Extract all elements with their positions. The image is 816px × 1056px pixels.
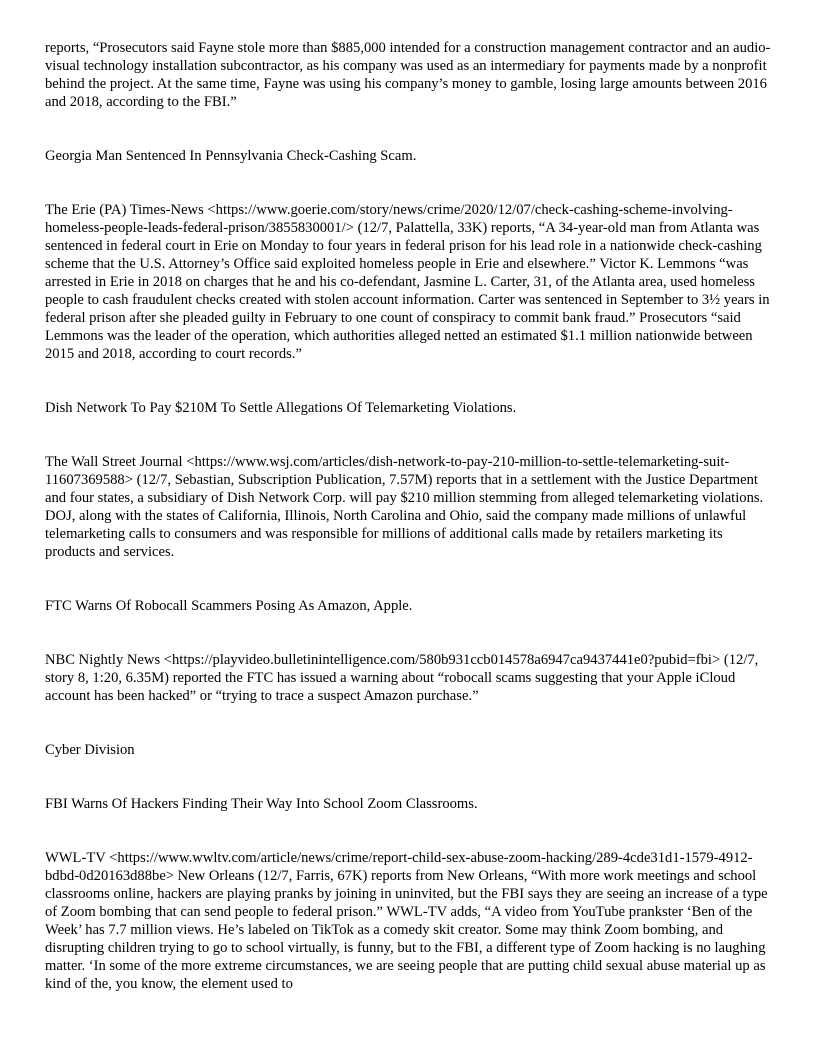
headline-dish-network: Dish Network To Pay $210M To Settle Allegations Of Telemarketing Violations. bbox=[45, 400, 517, 416]
section-heading-cyber-division: Cyber Division bbox=[45, 742, 135, 758]
document-page bbox=[45, 39, 773, 993]
headline-ftc-robocall: FTC Warns Of Robocall Scammers Posing As Amazon, Apple. bbox=[45, 598, 413, 614]
paragraph-wall-street-journal: The Wall Street Journal <https://www.wsj.com/articles/dish-network-to-pay-210-million-to-settle-telemarketing-suit-11607369588> (12/7, Sebastian, Subscription Publication, 7.57M) reports that in a settlement with the Justice Department and four states, a subsidiary of Dish Network Corp. will pay $210 million stemming from alleged telemarketing violations. DOJ, along with the states of California, Illinois, North Carolina and Ohio, said the company made millions of unlawful telemarketing calls to consumers and was responsible for millions of additional calls made by retailers marketing its products and services. bbox=[45, 454, 764, 560]
paragraph-nbc-nightly-news: NBC Nightly News <https://playvideo.bulletinintelligence.com/580b931ccb014578a6947ca9437441e0?pubid=fbi> (12/7, story 8, 1:20, 6.35M) reported the FTC has issued a warning about “robocall scams suggesting that your Apple iCloud account has been hacked” or “trying to trace a suspect Amazon purchase.” bbox=[45, 652, 759, 704]
paragraph-fayne-report: reports, “Prosecutors said Fayne stole more than $885,000 intended for a construction management contractor and an audio-visual technology installation subcontractor, as his company was used as an intermediary for payments made by a nonprofit behind the project. At the same time, Fayne was using his company’s money to gamble, losing large amounts between 2016 and 2018, according to the FBI.” bbox=[45, 40, 771, 110]
paragraph-wwl-tv: WWL-TV <https://www.wwltv.com/article/news/crime/report-child-sex-abuse-zoom-hacking/289-4cde31d1-1579-4912-bdbd-0d20163d88be> New Orleans (12/7, Farris, 67K) reports from New Orleans, “With more work meetings and school classrooms online, hackers are playing pranks by joining in uninvited, but the FBI says they are seeing an increase of a type of Zoom bombing that can send people to federal prison.” WWL-TV adds, “A video from YouTube prankster ‘Ben of the Week’ has 7.7 million views. He’s labeled on TikTok as a comedy skit creator. Some may think Zoom bombing, and disrupting children trying to go to school virtually, is funny, but to the FBI, a different type of Zoom hacking is no laughing matter. ‘In some of the more extreme circumstances, we are seeing people that are putting child sexual abuse material up as kind of the, you know, the element used to bbox=[45, 850, 768, 992]
paragraph-erie-times-news: The Erie (PA) Times-News <https://www.goerie.com/story/news/crime/2020/12/07/check-cashing-scheme-involving-homeless-people-leads-federal-prison/3855830001/> (12/7, Palattella, 33K) reports, “A 34-year-old man from Atlanta was sentenced in federal court in Erie on Monday to four years in federal prison for his lead role in a nationwide check-cashing scheme that the U.S. Attorney’s Office said exploited homeless people in Erie and elsewhere.” Victor K. Lemmons “was arrested in Erie in 2018 on charges that he and his co-defendant, Jasmine L. Carter, 31, of the Atlanta area, used homeless people to cash fraudulent checks created with stolen account information. Carter was sentenced in September to 3½ years in federal prison after she pleaded guilty in February to one count of conspiracy to commit bank fraud.” Prosecutors “said Lemmons was the leader of the operation, which authorities alleged netted an estimated $1.1 million nationwide between 2015 and 2018, according to court records.” bbox=[45, 202, 770, 362]
headline-fbi-zoom: FBI Warns Of Hackers Finding Their Way Into School Zoom Classrooms. bbox=[45, 796, 478, 812]
headline-georgia-check-cashing: Georgia Man Sentenced In Pennsylvania Check-Cashing Scam. bbox=[45, 148, 417, 164]
